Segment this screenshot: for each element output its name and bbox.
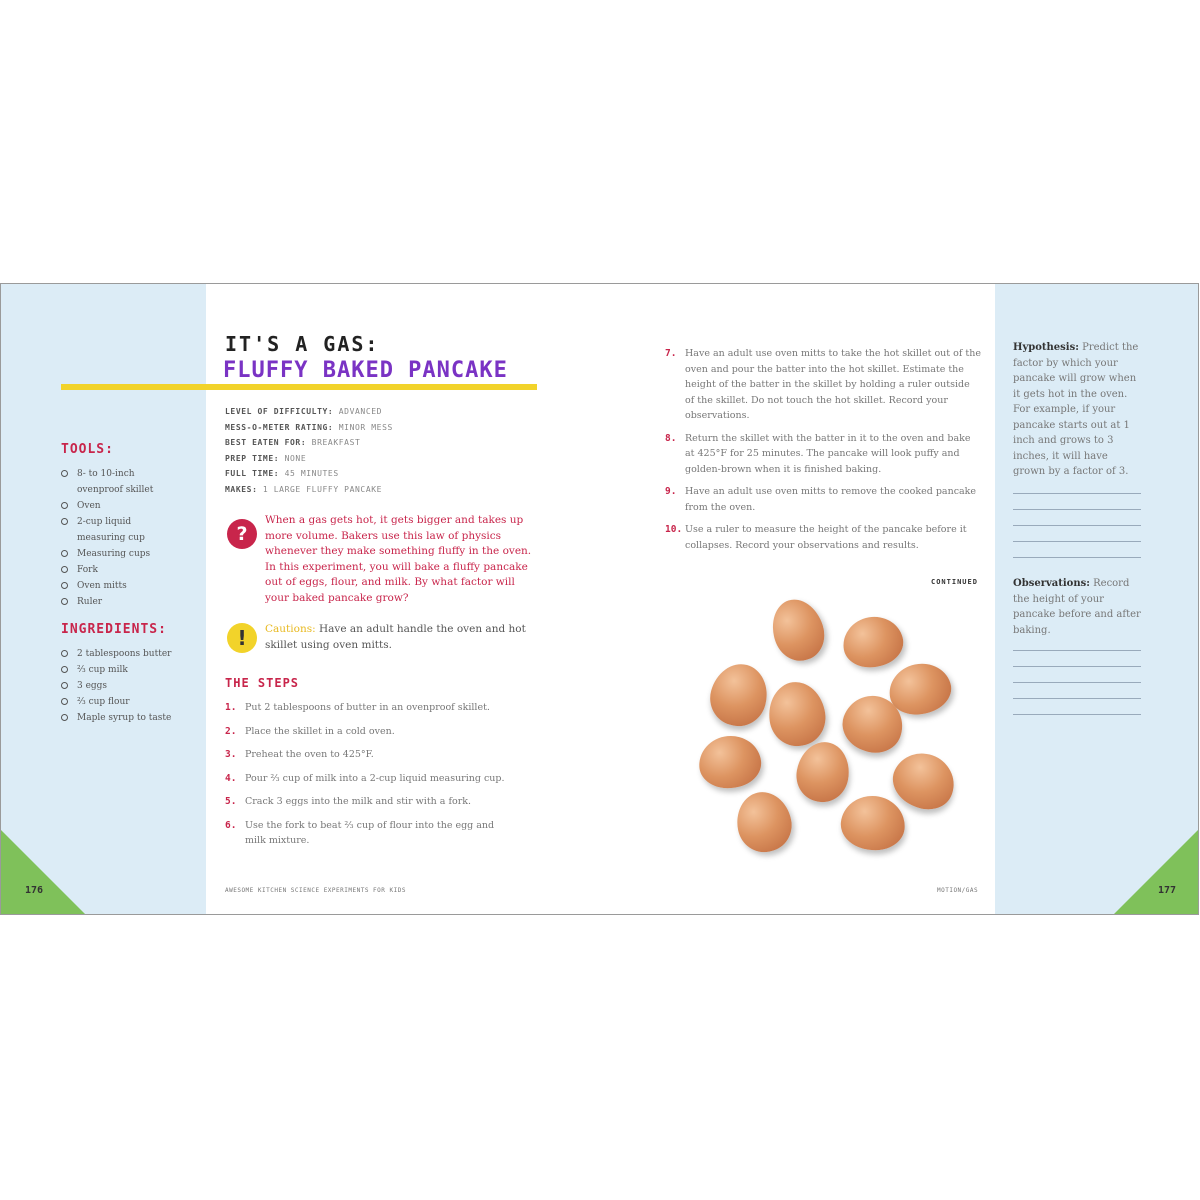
steps-list-right bbox=[665, 346, 981, 553]
write-line bbox=[1013, 682, 1141, 683]
meta-row: MAKES: 1 LARGE FLUFFY PANCAKE bbox=[225, 484, 383, 494]
recipe-meta bbox=[225, 404, 393, 498]
list-item: 2-cup liquid bbox=[61, 514, 153, 530]
write-line bbox=[1013, 525, 1141, 526]
right-corner-tab bbox=[1114, 830, 1198, 914]
step-item: 3. Preheat the oven to 425°F. bbox=[225, 749, 374, 760]
steps-heading: THE STEPS bbox=[225, 676, 300, 690]
bullet-icon bbox=[61, 714, 68, 721]
bullet-icon bbox=[61, 698, 68, 705]
egg bbox=[704, 658, 774, 732]
meta-row: FULL TIME: 45 MINUTES bbox=[225, 469, 339, 479]
book-spread bbox=[0, 283, 1199, 915]
write-line bbox=[1013, 493, 1141, 494]
egg bbox=[792, 738, 854, 806]
left-page-number: 176 bbox=[25, 885, 44, 896]
bullet-icon bbox=[61, 566, 68, 573]
write-line bbox=[1013, 541, 1141, 542]
write-line bbox=[1013, 509, 1141, 510]
list-item: ovenproof skillet bbox=[77, 485, 154, 495]
list-item: 2 tablespoons butter bbox=[61, 646, 171, 662]
caution-paragraph: Cautions: Have an adult handle the oven and hot skillet using oven mitts. bbox=[265, 623, 526, 651]
list-item: Measuring cups bbox=[61, 546, 153, 562]
egg bbox=[765, 678, 829, 749]
egg bbox=[765, 593, 832, 667]
list-item: Oven mitts bbox=[61, 578, 153, 594]
meta-row: PREP TIME: NONE bbox=[225, 453, 307, 463]
egg bbox=[696, 733, 763, 791]
exclamation-icon: ! bbox=[227, 623, 257, 653]
tools-heading: TOOLS: bbox=[61, 442, 114, 457]
page-title-line2: FLUFFY BAKED PANCAKE bbox=[223, 358, 508, 383]
list-item: Maple syrup to taste bbox=[61, 710, 171, 726]
egg bbox=[839, 612, 907, 672]
meta-row: LEVEL OF DIFFICULTY: ADVANCED bbox=[225, 407, 383, 416]
list-item: ⅔ cup milk bbox=[61, 662, 171, 678]
list-item: ⅔ cup flour bbox=[61, 694, 171, 710]
left-running-footer: AWESOME KITCHEN SCIENCE EXPERIMENTS FOR KIDS bbox=[225, 887, 406, 894]
question-icon: ? bbox=[227, 519, 257, 549]
continued-label: CONTINUED bbox=[931, 578, 978, 586]
step-item: 5. Crack 3 eggs into the milk and stir with a fork. bbox=[225, 796, 472, 807]
write-line bbox=[1013, 666, 1141, 667]
bullet-icon bbox=[61, 666, 68, 673]
bullet-icon bbox=[61, 682, 68, 689]
egg bbox=[838, 793, 907, 853]
step-item: 4. Pour ⅔ cup of milk into a 2-cup liquid measuring cup. bbox=[225, 772, 505, 784]
write-line bbox=[1013, 557, 1141, 558]
right-page-number: 177 bbox=[1157, 885, 1176, 896]
step-item: 9. Have an adult use oven mitts to remove the cooked pancake from the oven. bbox=[665, 486, 977, 513]
list-item: 8- to 10-inch bbox=[61, 466, 153, 482]
page-title-line1: IT'S A GAS: bbox=[225, 332, 380, 356]
bullet-icon bbox=[61, 470, 68, 477]
step-item: 6. Use the fork to beat ⅔ cup of flour into the egg and milk mixture. bbox=[225, 819, 495, 846]
observations-block: Observations: Record the height of your pancake before and after baking. bbox=[1013, 578, 1141, 636]
left-corner-tab bbox=[1, 830, 85, 914]
step-item: 7. Have an adult use oven mitts to take the hot skillet out of the oven and pour the batter into the hot skillet. Estimate the height of the batter in the skillet by holding a ruler outside of the skillet. Do not touch the hot skillet. Record your observations. bbox=[665, 348, 981, 421]
bullet-icon bbox=[61, 518, 68, 525]
list-item: measuring cup bbox=[77, 533, 145, 543]
step-item: 8. Return the skillet with the batter in it to the oven and bake at 425°F for 25 minutes. The pancake will look puffy and golden-brown when it is finished baking. bbox=[665, 432, 971, 475]
tools-list bbox=[61, 466, 153, 610]
bullet-icon bbox=[61, 598, 68, 605]
write-line bbox=[1013, 650, 1141, 651]
list-item: Fork bbox=[61, 562, 153, 578]
list-item: 3 eggs bbox=[61, 678, 171, 694]
write-line bbox=[1013, 698, 1141, 699]
hypothesis-block: Hypothesis: Predict the factor by which your pancake will grow when it gets hot in the oven. For example, if your pancake starts out at 1 inch and grows to 3 inches, it will have grown by a factor of 3. bbox=[1013, 342, 1139, 477]
bullet-icon bbox=[61, 502, 68, 509]
bullet-icon bbox=[61, 582, 68, 589]
title-underline bbox=[61, 384, 537, 390]
egg bbox=[731, 787, 796, 857]
list-item: Oven bbox=[61, 498, 153, 514]
list-item: Ruler bbox=[61, 594, 153, 610]
right-running-footer: MOTION/GAS bbox=[937, 887, 979, 894]
write-line bbox=[1013, 714, 1141, 715]
step-item: 10. Use a ruler to measure the height of the pancake before it collapses. Record your observations and results. bbox=[665, 524, 967, 551]
intro-paragraph: When a gas gets hot, it gets bigger and takes up more volume. Bakers use this law of physics whenever they make something fluffy in the oven. In this experiment, you will bake a fluffy pancake out of eggs, flour, and milk. By what factor will your baked pancake grow? bbox=[265, 514, 532, 604]
meta-row: MESS-O-METER RATING: MINOR MESS bbox=[225, 422, 393, 432]
steps-list-left bbox=[225, 700, 515, 849]
bullet-icon bbox=[61, 550, 68, 557]
ingredients-heading: INGREDIENTS: bbox=[61, 622, 167, 637]
step-item: 1. Put 2 tablespoons of butter in an ovenproof skillet. bbox=[225, 702, 490, 713]
ingredients-list bbox=[61, 646, 171, 726]
step-item: 2. Place the skillet in a cold oven. bbox=[225, 725, 395, 737]
bullet-icon bbox=[61, 650, 68, 657]
meta-row: BEST EATEN FOR: BREAKFAST bbox=[225, 438, 361, 448]
